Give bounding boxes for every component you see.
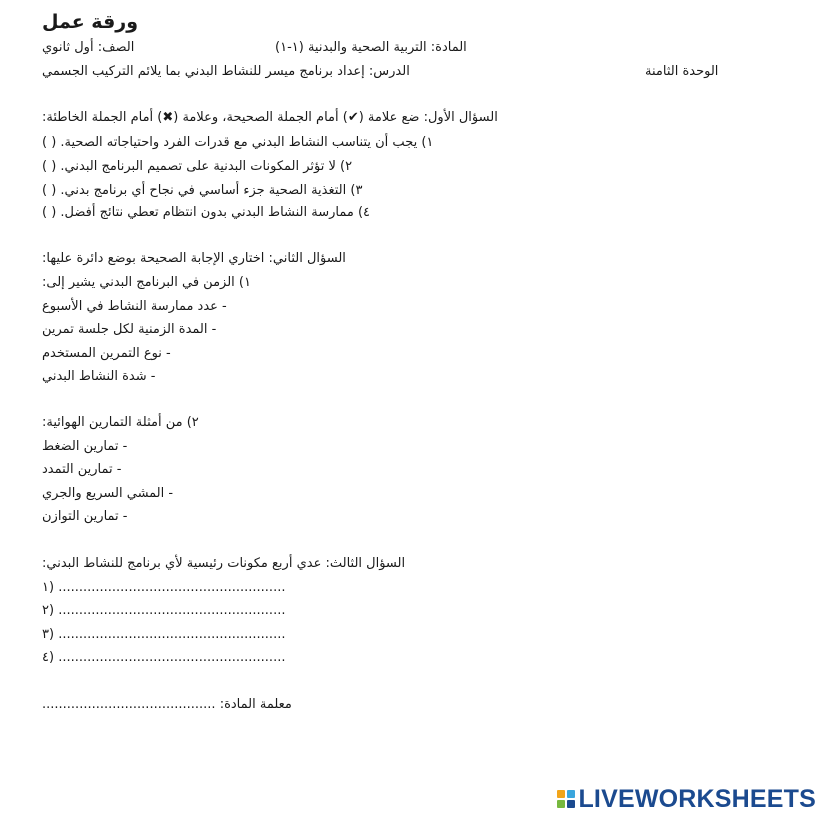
q2-1-option-4[interactable]: - شدة النشاط البدني	[42, 369, 156, 384]
logo-text: LIVEWORKSHEETS	[578, 785, 816, 813]
q2-2-option-3[interactable]: - المشي السريع والجري	[42, 486, 174, 501]
q1-item-1[interactable]: ١) يجب أن يتناسب النشاط البدني مع قدرات الفرد واحتياجاته الصحية. ( )	[42, 135, 434, 150]
logo-square-3	[557, 800, 565, 808]
q1-prompt: السؤال الأول: ضع علامة (✔) أمام الجملة الصحيحة، وعلامة (✖) أمام الجملة الخاطئة:	[42, 110, 498, 125]
liveworksheets-logo	[557, 786, 816, 812]
logo-square-1	[557, 790, 565, 798]
q2-1-option-2[interactable]: - المدة الزمنية لكل جلسة تمرين	[42, 322, 217, 337]
q2-1-option-1[interactable]: - عدد ممارسة النشاط في الأسبوع	[42, 299, 227, 314]
q2-1-stem: ١) الزمن في البرنامج البدني يشير إلى:	[42, 275, 251, 290]
worksheet-title: ورقة عمل	[42, 11, 139, 33]
liveworksheets-logo-icon	[557, 790, 575, 808]
q3-prompt: السؤال الثالث: عدي أربع مكونات رئيسية لأي برنامج للنشاط البدني:	[42, 556, 406, 571]
q2-1-option-3[interactable]: - نوع التمرين المستخدم	[42, 346, 171, 361]
q3-blank-1[interactable]: ١) .......................................................	[42, 580, 286, 595]
grade-label: الصف: أول ثانوي	[42, 40, 135, 55]
q1-item-2[interactable]: ٢) لا تؤثر المكونات البدنية على تصميم البرنامج البدني. ( )	[42, 159, 353, 174]
q3-blank-3[interactable]: ٣) .......................................................	[42, 627, 286, 642]
teacher-signature: معلمة المادة: ..........................................	[42, 697, 292, 712]
q3-blank-4[interactable]: ٤) .......................................................	[42, 650, 286, 665]
q1-item-4[interactable]: ٤) ممارسة النشاط البدني بدون انتظام تعطي نتائج أفضل. ( )	[42, 205, 371, 220]
logo-square-4	[567, 800, 575, 808]
subject-label: المادة: التربية الصحية والبدنية (١-١)	[275, 40, 467, 55]
q2-prompt: السؤال الثاني: اختاري الإجابة الصحيحة بوضع دائرة عليها:	[42, 251, 346, 266]
logo-square-2	[567, 790, 575, 798]
q2-2-stem: ٢) من أمثلة التمارين الهوائية:	[42, 415, 199, 430]
q2-2-option-2[interactable]: - تمارين التمدد	[42, 462, 122, 477]
q3-blank-2[interactable]: ٢) .......................................................	[42, 603, 286, 618]
q2-2-option-1[interactable]: - تمارين الضغط	[42, 439, 128, 454]
q1-item-3[interactable]: ٣) التغذية الصحية جزء أساسي في نجاح أي برنامج بدني. ( )	[42, 183, 363, 198]
unit-label: الوحدة الثامنة	[645, 64, 719, 79]
lesson-label: الدرس: إعداد برنامج ميسر للنشاط البدني بما يلائم التركيب الجسمي	[42, 64, 410, 79]
q2-2-option-4[interactable]: - تمارين التوازن	[42, 509, 128, 524]
